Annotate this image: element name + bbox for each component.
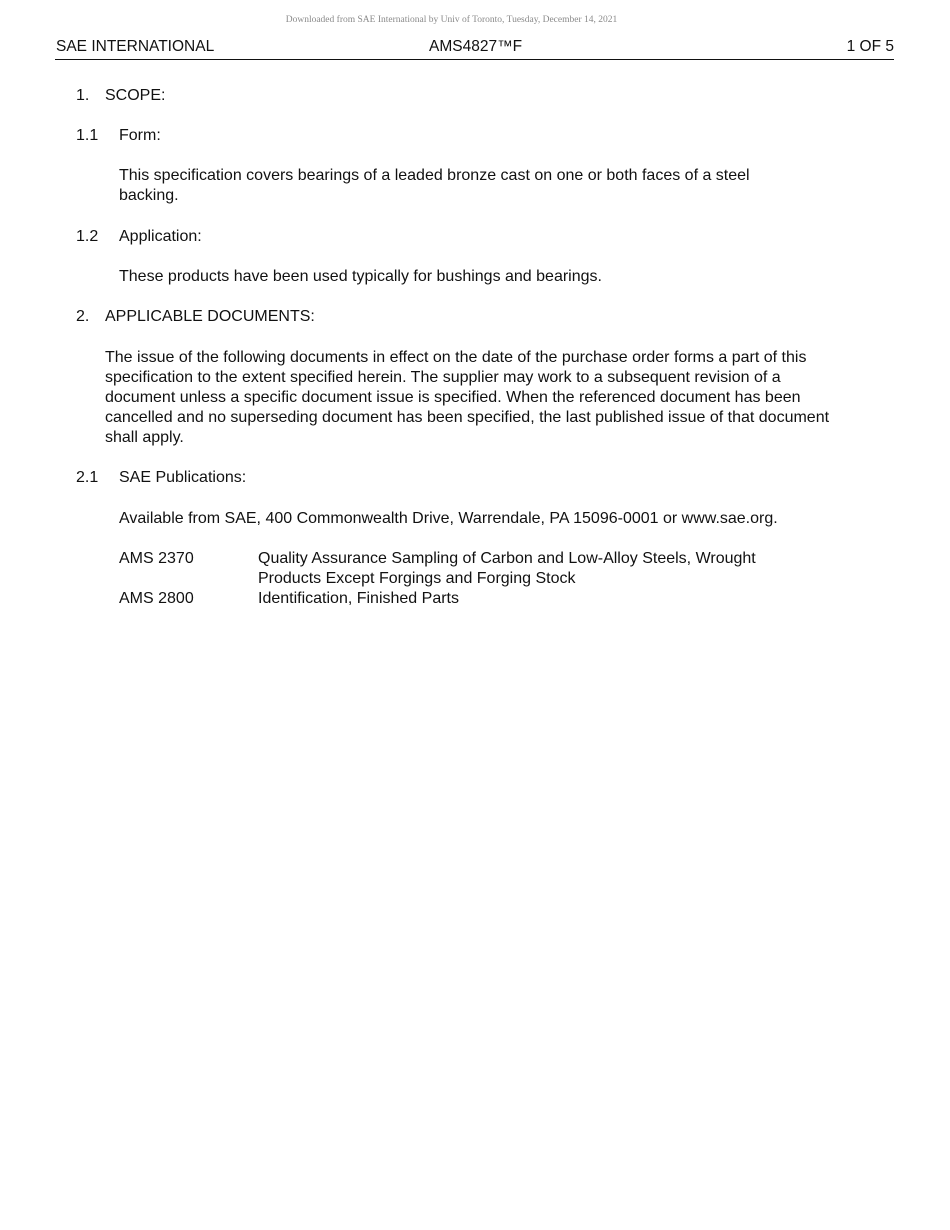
section-title: SAE Publications: <box>119 469 247 486</box>
reference-title: Identification, Finished Parts <box>258 590 459 607</box>
section-title: APPLICABLE DOCUMENTS: <box>105 308 315 325</box>
section-number: 1.2 <box>76 228 99 245</box>
section-title: SCOPE: <box>105 87 166 104</box>
section-1-2-body: These products have been used typically for bushings and bearings. <box>119 268 602 285</box>
page-header <box>55 38 894 60</box>
section-2-body: The issue of the following documents in effect on the date of the purchase order forms a part of this specification to the extent specified herein. The supplier may work to a subsequent revision of a document unless a specific document issue is specified. When the referenced document has been cancelled and no superseding document has been specified, the last published issue of that document shall apply. <box>105 349 830 446</box>
download-watermark: Downloaded from SAE International by Univ of Toronto, Tuesday, December 14, 2021 <box>285 15 618 25</box>
header-page-number: 1 OF 5 <box>846 38 894 55</box>
section-title: Form: <box>119 127 161 144</box>
section-number: 2. <box>76 308 90 325</box>
section-number: 1.1 <box>76 127 99 144</box>
reference-title: Quality Assurance Sampling of Carbon and Low-Alloy Steels, Wrought Products Except Forgings and Forging Stock <box>258 550 756 587</box>
header-organization: SAE INTERNATIONAL <box>56 38 215 55</box>
section-title: Application: <box>119 228 202 245</box>
section-1-1-body: This specification covers bearings of a leaded bronze cast on one or both faces of a steel backing. <box>119 167 750 204</box>
section-number: 2.1 <box>76 469 99 486</box>
reference-code: AMS 2370 <box>119 550 194 567</box>
reference-code: AMS 2800 <box>119 590 194 607</box>
section-2-1-body: Available from SAE, 400 Commonwealth Drive, Warrendale, PA 15096-0001 or www.sae.org. <box>119 510 778 527</box>
section-number: 1. <box>76 87 90 104</box>
header-document-number: AMS4827™F <box>429 38 523 55</box>
